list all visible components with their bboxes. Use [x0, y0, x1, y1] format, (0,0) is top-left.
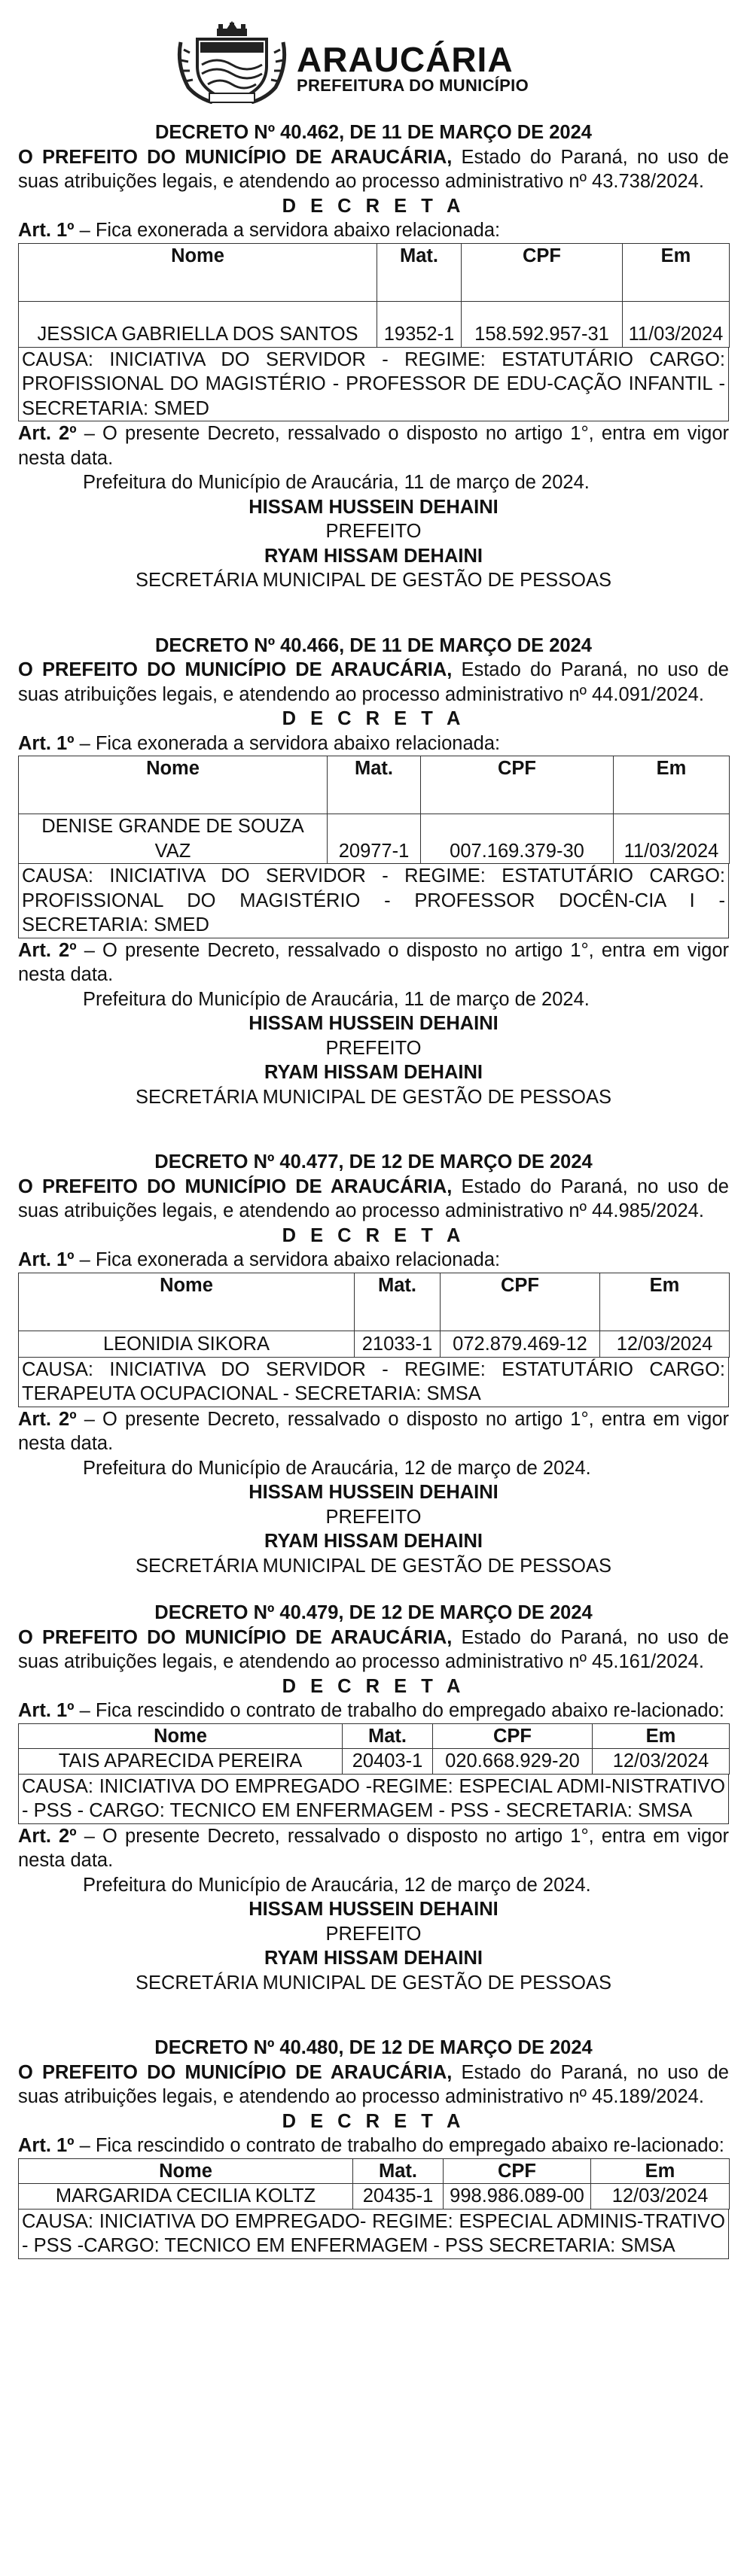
header-cell: Em [614, 756, 730, 814]
brand-name: ARAUCÁRIA [297, 40, 514, 79]
intro-bold: O PREFEITO DO MUNICÍPIO DE ARAUCÁRIA, [18, 146, 453, 168]
article-label: Art. 2º [18, 1825, 77, 1847]
signer-name: RYAM HISSAM DEHAINI [264, 1531, 483, 1552]
article-label: Art. 2º [18, 423, 77, 444]
article-text: – Fica exonerada a servidora abaixo relacionada: [74, 732, 501, 754]
table-header-row [19, 756, 730, 814]
employee-registration: 20403-1 [343, 1749, 433, 1775]
header-cell: Nome [19, 2158, 353, 2184]
header-cell: Mat. [355, 1273, 441, 1331]
header-cell: Em [600, 1273, 730, 1331]
article-label: Art. 1º [18, 1700, 75, 1721]
signer-name: RYAM HISSAM DEHAINI [264, 545, 483, 567]
decree-intro [18, 658, 729, 707]
signer-name: HISSAM HUSSEIN DEHAINI [248, 1482, 499, 1503]
intro-text: Estado do Paraná, no uso de suas atribuições legais, e atendendo ao processo administrativo nº 44.985/2024. [18, 1175, 729, 1221]
decree-title: DECRETO Nº 40.477, DE 12 DE MARÇO DE 2024 [154, 1151, 593, 1172]
table-header-row [19, 243, 730, 301]
header-cell: Nome [19, 243, 377, 301]
table-header-row [19, 1273, 730, 1331]
article-2 [18, 1824, 729, 1873]
article-label: Art. 1º [18, 2135, 75, 2156]
article-2 [18, 938, 729, 987]
intro-bold: O PREFEITO DO MUNICÍPIO DE ARAUCÁRIA, [18, 1626, 453, 1648]
municipal-seal-icon [175, 20, 289, 104]
article-1 [18, 2133, 729, 2158]
signer-name: RYAM HISSAM DEHAINI [264, 1062, 483, 1083]
employee-name: DENISE GRANDE DE SOUZA VAZ [19, 814, 328, 864]
article-text: – O presente Decreto, ressalvado o disposto no artigo 1°, entra em vigor nesta data. [18, 1408, 729, 1454]
intro-bold: O PREFEITO DO MUNICÍPIO DE ARAUCÁRIA, [18, 2061, 453, 2083]
header-cell: CPF [462, 243, 623, 301]
decree-title: DECRETO Nº 40.480, DE 12 DE MARÇO DE 2024 [154, 2037, 593, 2058]
decreta-heading: D E C R E T A [282, 2110, 465, 2132]
decree-block [18, 120, 729, 593]
table-row [19, 1749, 730, 1775]
signer-name: HISSAM HUSSEIN DEHAINI [248, 1899, 499, 1920]
table-header-row [19, 2158, 730, 2184]
article-text: – Fica rescindido o contrato de trabalho do empregado abaixo re-lacionado: [74, 1700, 724, 1721]
signer-role: PREFEITO [325, 521, 422, 542]
employee-cpf: 998.986.089-00 [444, 2184, 591, 2210]
cause-box: CAUSA: INICIATIVA DO EMPREGADO- REGIME: ESPECIAL ADMINIS-TRATIVO - PSS -CARGO: TECNICO EM ENFERMAGEM - PSS SECRETARIA: SMSA [18, 2210, 729, 2259]
effective-date: 11/03/2024 [614, 814, 730, 864]
effective-date: 12/03/2024 [591, 2184, 730, 2210]
employee-cpf: 158.592.957-31 [462, 301, 623, 347]
decree-block [18, 634, 729, 1110]
cause-box: CAUSA: INICIATIVA DO SERVIDOR - REGIME: ESTATUTÁRIO CARGO: PROFISSIONAL DO MAGISTÉRIO - PROFESSOR DE EDU-CAÇÃO INFANTIL - SECRETARIA: SMED [18, 348, 729, 422]
decreta-heading: D E C R E T A [282, 708, 465, 729]
article-text: – O presente Decreto, ressalvado o disposto no artigo 1°, entra em vigor nesta data. [18, 939, 729, 985]
employee-name: MARGARIDA CECILIA KOLTZ [19, 2184, 353, 2210]
employee-name: TAIS APARECIDA PEREIRA [19, 1749, 343, 1775]
decree-block [18, 2036, 729, 2259]
article-2 [18, 421, 729, 470]
employee-table [18, 2158, 730, 2210]
employee-name: LEONIDIA SIKORA [19, 1331, 355, 1357]
signer-role: PREFEITO [325, 1037, 422, 1059]
header-cell: CPF [421, 756, 614, 814]
article-label: Art. 1º [18, 732, 75, 754]
signer-name: HISSAM HUSSEIN DEHAINI [248, 496, 499, 518]
table-row [19, 2184, 730, 2210]
effective-date: 12/03/2024 [593, 1749, 730, 1775]
employee-registration: 20435-1 [353, 2184, 444, 2210]
article-label: Art. 2º [18, 1408, 77, 1430]
decree-intro [18, 1626, 729, 1674]
decree-intro [18, 1175, 729, 1224]
article-text: – Fica rescindido o contrato de trabalho do empregado abaixo re-lacionado: [74, 2135, 724, 2156]
decree-title: DECRETO Nº 40.462, DE 11 DE MARÇO DE 2024 [155, 122, 592, 143]
header-cell: Nome [19, 1273, 355, 1331]
page-header [175, 14, 574, 110]
decree-intro [18, 2060, 729, 2109]
employee-cpf: 072.879.469-12 [441, 1331, 600, 1357]
intro-bold: O PREFEITO DO MUNICÍPIO DE ARAUCÁRIA, [18, 659, 453, 680]
header-cell: Em [591, 2158, 730, 2184]
table-header-row [19, 1723, 730, 1749]
intro-text: Estado do Paraná, no uso de suas atribuições legais, e atendendo ao processo administrativo nº 45.161/2024. [18, 1626, 729, 1672]
place-date: Prefeitura do Município de Araucária, 11 de março de 2024. [83, 472, 590, 493]
intro-text: Estado do Paraná, no uso de suas atribuições legais, e atendendo ao processo administrativo nº 44.091/2024. [18, 659, 729, 705]
decree-block [18, 1601, 729, 1995]
decree-intro [18, 145, 729, 194]
employee-registration: 19352-1 [377, 301, 462, 347]
cause-box: CAUSA: INICIATIVA DO EMPREGADO -REGIME: ESPECIAL ADMI-NISTRATIVO - PSS - CARGO: TECNICO EM ENFERMAGEM - PSS - SECRETARIA: SMSA [18, 1775, 729, 1824]
employee-registration: 21033-1 [355, 1331, 441, 1357]
brand-block [297, 42, 529, 95]
header-cell: CPF [433, 1723, 593, 1749]
signer-name: HISSAM HUSSEIN DEHAINI [248, 1013, 499, 1034]
article-1 [18, 218, 729, 243]
employee-cpf: 007.169.379-30 [421, 814, 614, 864]
header-cell: Mat. [343, 1723, 433, 1749]
article-label: Art. 1º [18, 1249, 75, 1270]
header-cell: Mat. [377, 243, 462, 301]
article-2 [18, 1407, 729, 1456]
signer-role: PREFEITO [325, 1923, 422, 1945]
employee-registration: 20977-1 [328, 814, 421, 864]
employee-name: JESSICA GABRIELLA DOS SANTOS [19, 301, 377, 347]
employee-cpf: 020.668.929-20 [433, 1749, 593, 1775]
article-text: – Fica exonerada a servidora abaixo relacionada: [74, 1249, 501, 1270]
place-date: Prefeitura do Município de Araucária, 11 de março de 2024. [83, 988, 590, 1010]
header-cell: Mat. [328, 756, 421, 814]
place-date: Prefeitura do Município de Araucária, 12 de março de 2024. [83, 1874, 591, 1896]
article-label: Art. 2º [18, 939, 77, 961]
article-label: Art. 1º [18, 220, 75, 241]
signer-role: SECRETÁRIA MUNICIPAL DE GESTÃO DE PESSOAS [136, 1972, 611, 1994]
article-1 [18, 1248, 729, 1273]
table-row [19, 301, 730, 347]
decreta-heading: D E C R E T A [282, 1224, 465, 1246]
signer-role: SECRETÁRIA MUNICIPAL DE GESTÃO DE PESSOAS [136, 570, 611, 591]
article-1 [18, 1699, 729, 1723]
brand-subtitle: PREFEITURA DO MUNICÍPIO [297, 76, 529, 95]
effective-date: 12/03/2024 [600, 1331, 730, 1357]
employee-table [18, 243, 730, 348]
table-row [19, 1331, 730, 1357]
employee-table [18, 1723, 730, 1775]
decrees-list [18, 120, 729, 2259]
place-date: Prefeitura do Município de Araucária, 12 de março de 2024. [83, 1457, 591, 1479]
signer-role: SECRETÁRIA MUNICIPAL DE GESTÃO DE PESSOAS [136, 1086, 611, 1108]
decreta-heading: D E C R E T A [282, 195, 465, 217]
header-cell: CPF [444, 2158, 591, 2184]
decree-title: DECRETO Nº 40.466, DE 11 DE MARÇO DE 2024 [155, 634, 592, 656]
decree-block [18, 1150, 729, 1578]
article-text: – Fica exonerada a servidora abaixo relacionada: [74, 220, 501, 241]
signer-role: SECRETÁRIA MUNICIPAL DE GESTÃO DE PESSOAS [136, 1555, 611, 1577]
intro-text: Estado do Paraná, no uso de suas atribuições legais, e atendendo ao processo administrativo nº 43.738/2024. [18, 146, 729, 192]
employee-table [18, 756, 730, 864]
header-cell: Mat. [353, 2158, 444, 2184]
header-cell: Nome [19, 756, 328, 814]
header-cell: CPF [441, 1273, 600, 1331]
article-text: – O presente Decreto, ressalvado o disposto no artigo 1°, entra em vigor nesta data. [18, 1825, 729, 1871]
effective-date: 11/03/2024 [623, 301, 730, 347]
signer-role: PREFEITO [325, 1506, 422, 1528]
employee-table [18, 1273, 730, 1358]
header-cell: Em [623, 243, 730, 301]
article-text: – O presente Decreto, ressalvado o disposto no artigo 1°, entra em vigor nesta data. [18, 423, 729, 469]
intro-text: Estado do Paraná, no uso de suas atribuições legais, e atendendo ao processo administrativo nº 45.189/2024. [18, 2061, 729, 2107]
cause-box: CAUSA: INICIATIVA DO SERVIDOR - REGIME: ESTATUTÁRIO CARGO: PROFISSIONAL DO MAGISTÉRIO - PROFESSOR DOCÊN-CIA I - SECRETARIA: SMED [18, 864, 729, 938]
decreta-heading: D E C R E T A [282, 1675, 465, 1697]
intro-bold: O PREFEITO DO MUNICÍPIO DE ARAUCÁRIA, [18, 1175, 453, 1197]
header-cell: Em [593, 1723, 730, 1749]
signer-name: RYAM HISSAM DEHAINI [264, 1948, 483, 1969]
decree-title: DECRETO Nº 40.479, DE 12 DE MARÇO DE 2024 [154, 1602, 593, 1623]
cause-box: CAUSA: INICIATIVA DO SERVIDOR - REGIME: ESTATUTÁRIO CARGO: TERAPEUTA OCUPACIONAL - SECRETARIA: SMSA [18, 1358, 729, 1407]
header-cell: Nome [19, 1723, 343, 1749]
table-row [19, 814, 730, 864]
article-1 [18, 731, 729, 756]
